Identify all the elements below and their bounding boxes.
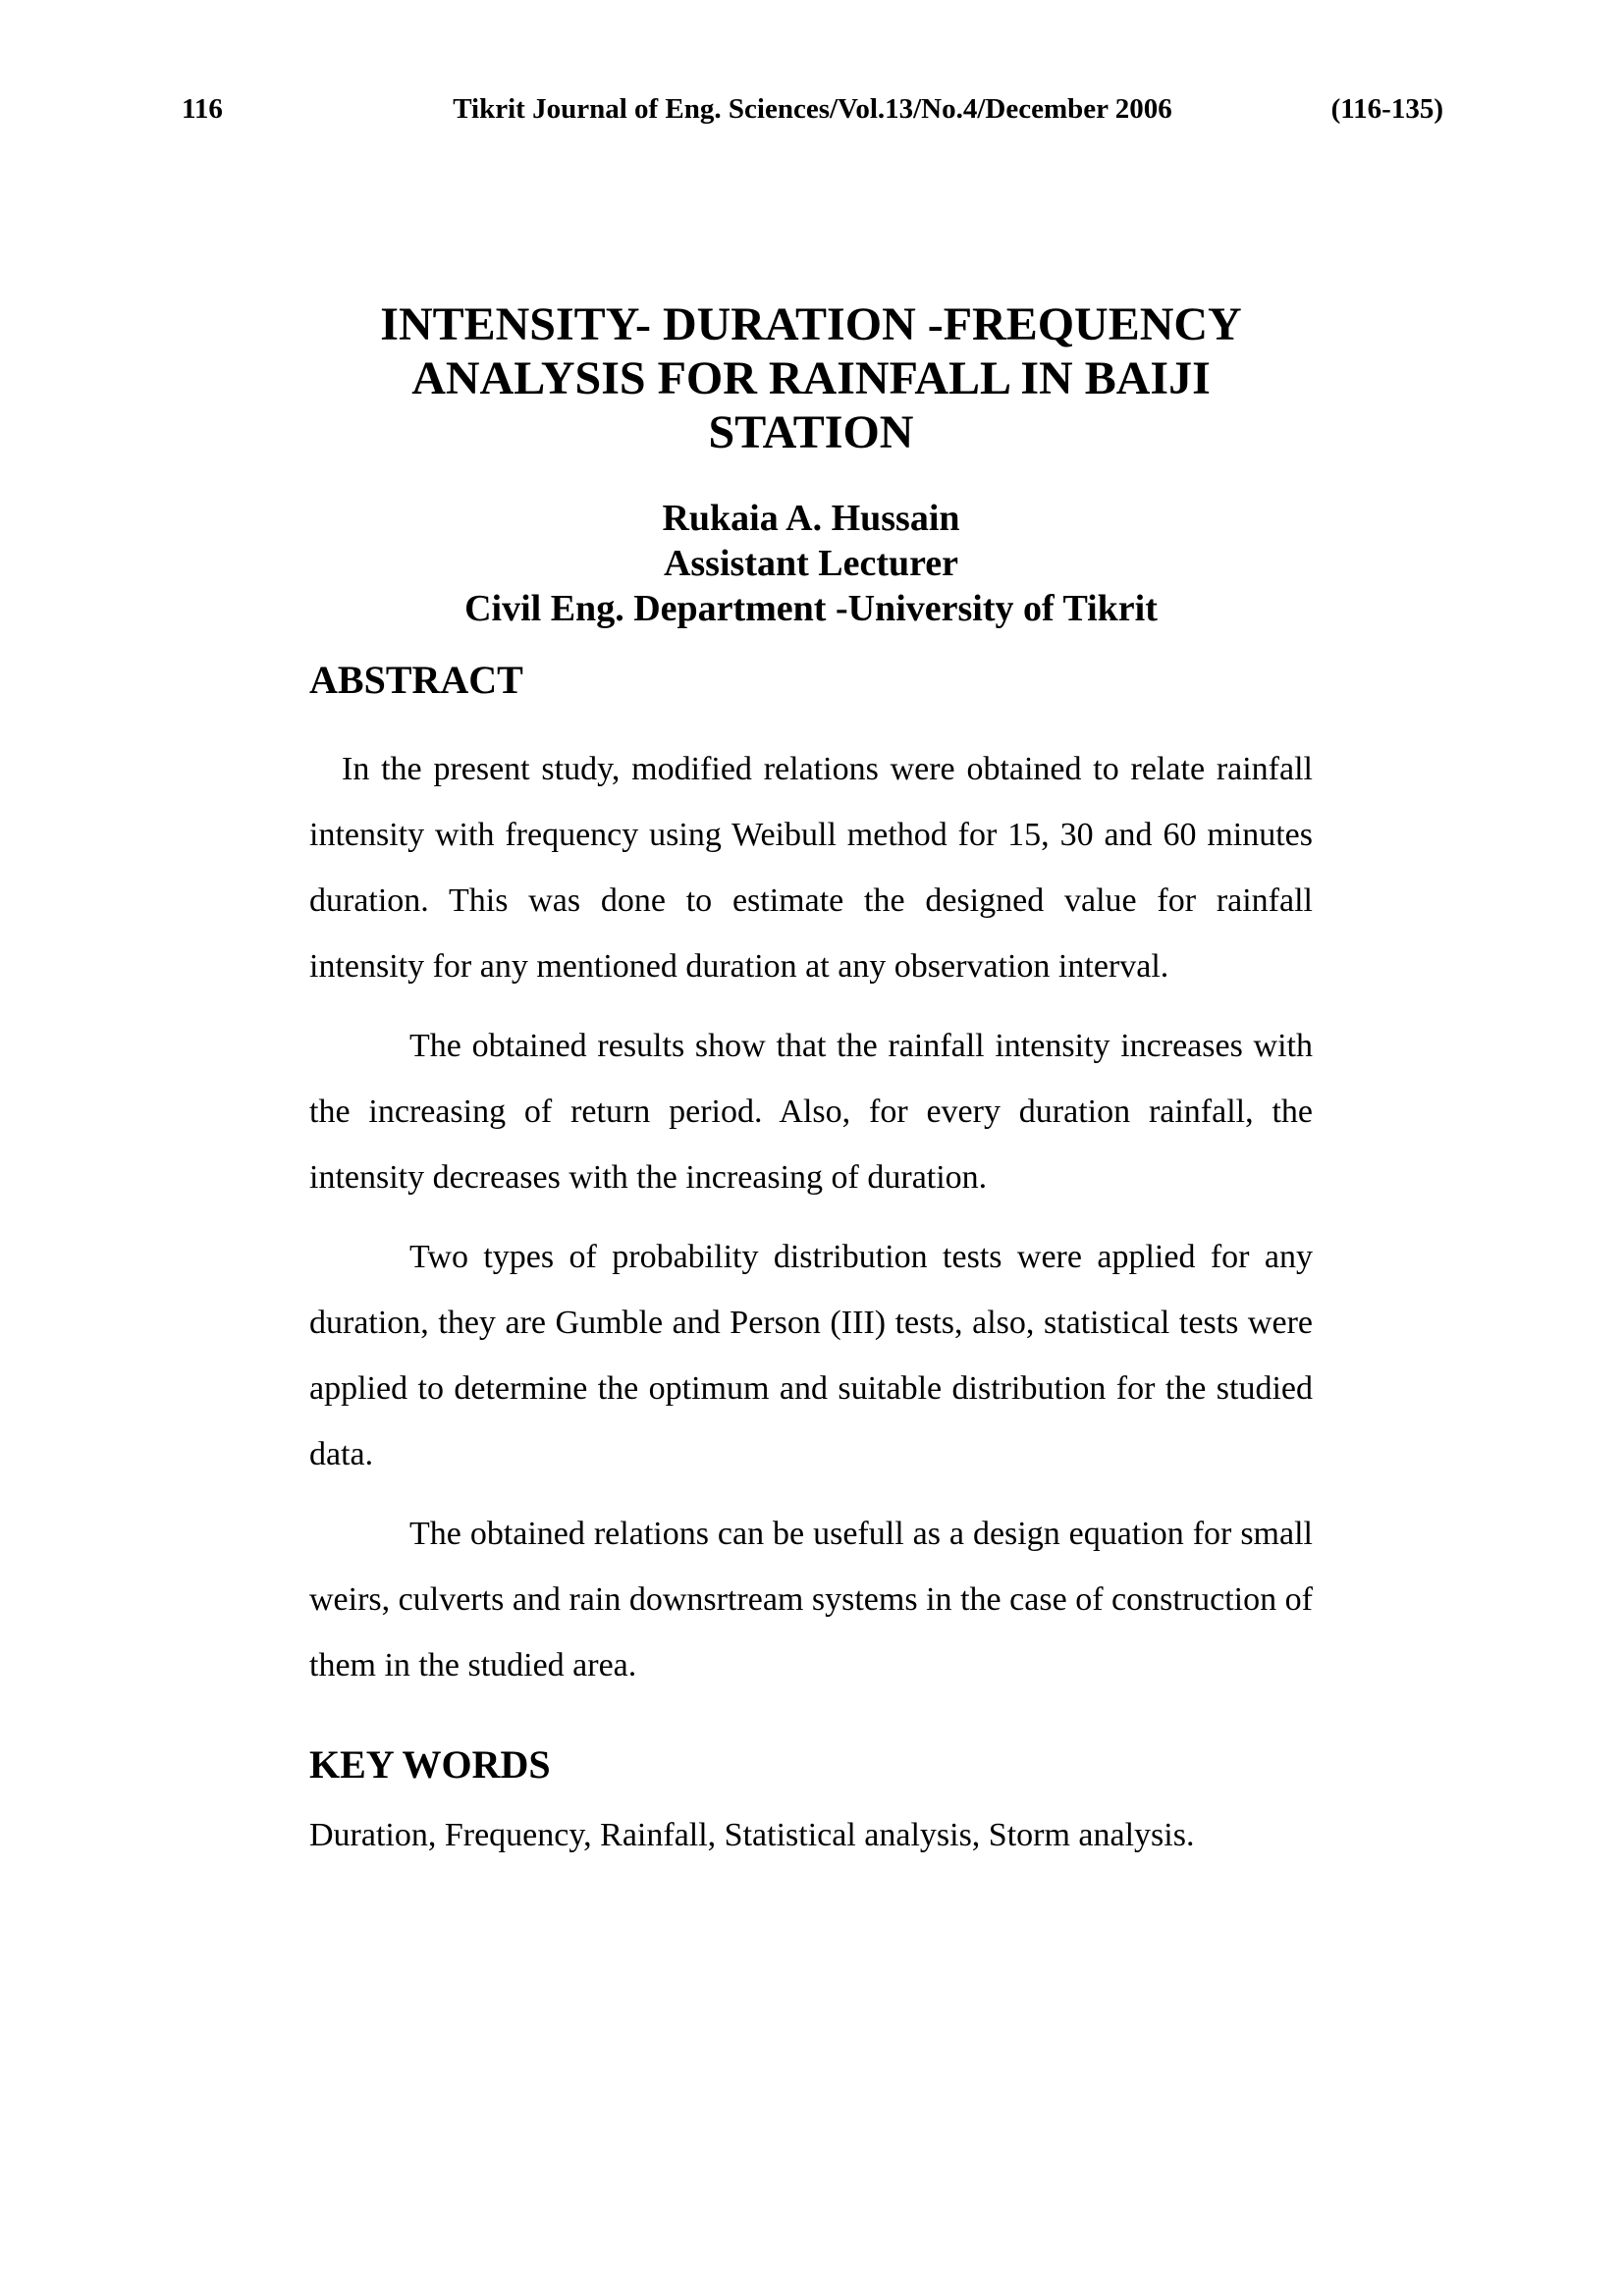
abstract-paragraph-1: In the present study, modified relations were obtained to relate rainfall intensity with frequency using Weibull method for 15, 30 and 60 minutes duration. This was done to estimate the designed value for rainfall intensity for any mentioned duration at any observation interval. <box>309 751 1313 985</box>
journal-citation: Tikrit Journal of Eng. Sciences/Vol.13/No.4/December 2006 <box>453 93 1172 125</box>
article-title-line2: ANALYSIS FOR RAINFALL IN BAIJI STATION <box>411 352 1211 458</box>
abstract-heading: ABSTRACT <box>309 658 523 702</box>
page-number: 116 <box>182 93 223 125</box>
article-title <box>309 297 1313 459</box>
keywords-heading: KEY WORDS <box>309 1742 551 1787</box>
abstract-paragraph-2: The obtained results show that the rainfall intensity increases with the increasing of return period. Also, for every duration rainfall, the intensity decreases with the increasing of duration. <box>309 1028 1313 1196</box>
abstract-paragraph-3: Two types of probability distribution tests were applied for any duration, they are Gumble and Person (III) tests, also, statistical tests were applied to determine the optimum and suitable distribution for the studied data. <box>309 1239 1313 1472</box>
author-affiliation: Civil Eng. Department -University of Tikrit <box>464 588 1158 629</box>
author-block <box>309 496 1313 631</box>
keywords-text: Duration, Frequency, Rainfall, Statistical analysis, Storm analysis. <box>309 1817 1195 1853</box>
page-header <box>182 93 1443 133</box>
article-title-line1: INTENSITY- DURATION -FREQUENCY <box>380 298 1242 350</box>
author-role: Assistant Lecturer <box>663 543 959 584</box>
page-range: (116-135) <box>1330 93 1443 125</box>
author-name: Rukaia A. Hussain <box>662 498 960 539</box>
abstract-paragraph-4: The obtained relations can be usefull as a design equation for small weirs, culverts and rain downsrtream systems in the case of construction of them in the studied area. <box>309 1516 1313 1683</box>
